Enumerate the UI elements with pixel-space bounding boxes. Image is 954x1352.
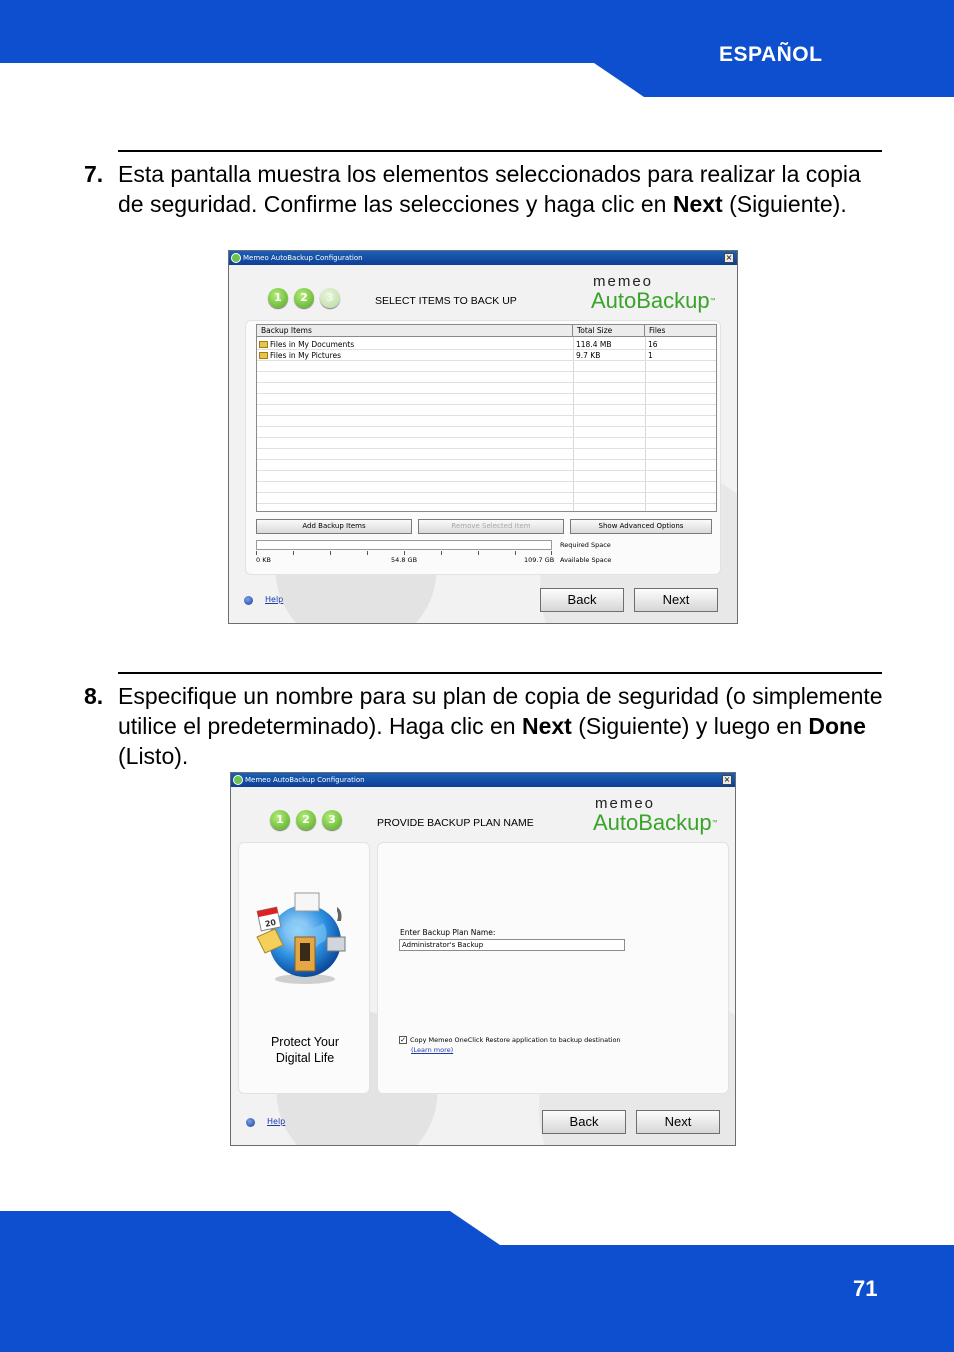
scale-tick xyxy=(515,551,516,555)
copy-restore-label: Copy Memeo OneClick Restore application to backup destination xyxy=(410,1036,621,1044)
step-2-icon: 2 xyxy=(296,810,316,830)
folder-icon xyxy=(259,352,268,359)
help-link[interactable]: Help xyxy=(265,595,284,604)
close-icon[interactable]: × xyxy=(723,775,731,784)
step-7 xyxy=(84,159,884,251)
window-titlebar: Memeo AutoBackup Configuration × xyxy=(229,251,737,265)
window-titlebar: Memeo AutoBackup Configuration × xyxy=(231,773,735,787)
row-line xyxy=(257,492,716,493)
screenshot-plan-name-window xyxy=(230,772,736,1146)
scale-tick xyxy=(330,551,331,555)
row-line xyxy=(257,393,716,394)
step-text: Esta pantalla muestra los elementos seleccionados para realizar la copia de seguridad. Confirme las selecciones y haga clic en Next (Siguiente). xyxy=(118,161,861,217)
row-line xyxy=(257,371,716,372)
row-line xyxy=(257,404,716,405)
remove-selected-item-button[interactable]: Remove Selected Item xyxy=(418,519,564,534)
app-icon xyxy=(231,253,241,263)
row-line xyxy=(257,481,716,482)
wizard-heading: PROVIDE BACKUP PLAN NAME xyxy=(377,817,534,829)
language-label: ESPAÑOL xyxy=(719,43,823,66)
folder-icon xyxy=(259,341,268,348)
table-row[interactable]: Files in My Pictures xyxy=(259,350,341,361)
footer-band xyxy=(0,1211,954,1352)
column-header-size[interactable]: Total Size xyxy=(573,325,645,337)
row-line xyxy=(257,382,716,383)
plan-name-input[interactable]: Administrator's Backup xyxy=(399,939,625,951)
table-row[interactable]: Files in My Documents xyxy=(259,339,354,350)
copy-restore-checkbox[interactable]: ✓ xyxy=(400,1036,406,1044)
scale-tick xyxy=(478,551,479,555)
table-cell-files: 1 xyxy=(648,351,653,360)
scale-label-min: 0 KB xyxy=(256,556,271,564)
available-space-label: Available Space xyxy=(560,556,612,564)
row-line xyxy=(257,437,716,438)
scale-label-mid: 54.8 GB xyxy=(391,556,418,564)
back-button[interactable]: Back xyxy=(540,588,624,612)
step-2-icon: 2 xyxy=(294,288,314,308)
memeo-autobackup-logo: memeo AutoBackup™ xyxy=(591,273,716,313)
row-line xyxy=(257,448,716,449)
step-3-icon: 3 xyxy=(320,288,340,308)
help-link[interactable]: Help xyxy=(267,1117,286,1126)
app-icon xyxy=(233,775,243,785)
next-button[interactable]: Next xyxy=(636,1110,720,1134)
show-advanced-options-button[interactable]: Show Advanced Options xyxy=(570,519,712,534)
row-line xyxy=(257,459,716,460)
learn-more-link[interactable]: (Learn more) xyxy=(411,1046,454,1054)
step-text: Especifique un nombre para su plan de copia de seguridad (o simplemente utilice el predeterminado). Haga clic en Next (Siguiente) y luego en Done (Listo). xyxy=(118,683,883,769)
required-space-bar xyxy=(256,540,552,550)
step-3-icon: 3 xyxy=(322,810,342,830)
calendar-icon: 20 xyxy=(264,917,277,929)
table-cell-size: 9.7 KB xyxy=(576,351,601,360)
table-cell-size: 118.4 MB xyxy=(576,340,612,349)
screenshot-select-items-window xyxy=(228,250,738,624)
scale-tick xyxy=(367,551,368,555)
plan-name-label: Enter Backup Plan Name: xyxy=(400,928,496,937)
tagline: Protect Your Digital Life xyxy=(270,1035,340,1065)
table-header xyxy=(257,325,716,337)
memeo-autobackup-logo: memeo AutoBackup™ xyxy=(593,795,718,835)
scale-tick xyxy=(404,551,405,555)
step-1-icon: 1 xyxy=(268,288,288,308)
section-divider xyxy=(118,672,882,674)
column-header-files[interactable]: Files xyxy=(645,325,717,337)
column-divider xyxy=(645,337,646,511)
scale-tick xyxy=(551,551,552,555)
close-icon[interactable]: × xyxy=(725,253,733,262)
scale-tick xyxy=(256,551,257,555)
wizard-steps xyxy=(268,288,340,308)
scale-label-max: 109.7 GB xyxy=(524,556,555,564)
globe-illustration-icon xyxy=(255,891,355,986)
help-icon xyxy=(246,1118,255,1127)
page-number: 71 xyxy=(853,1276,878,1301)
column-divider xyxy=(573,337,574,511)
step-number: 8. xyxy=(84,683,104,709)
scale-tick xyxy=(293,551,294,555)
column-header-items[interactable]: Backup Items xyxy=(257,325,573,337)
add-backup-items-button[interactable]: Add Backup Items xyxy=(256,519,412,534)
back-button[interactable]: Back xyxy=(542,1110,626,1134)
step-number: 7. xyxy=(84,161,104,187)
scale-tick xyxy=(441,551,442,555)
step-1-icon: 1 xyxy=(270,810,290,830)
section-divider xyxy=(118,150,882,152)
row-line xyxy=(257,415,716,416)
help-icon xyxy=(244,596,253,605)
row-line xyxy=(257,470,716,471)
row-line xyxy=(257,426,716,427)
backup-items-table[interactable] xyxy=(256,324,717,512)
table-cell-files: 16 xyxy=(648,340,658,349)
wizard-steps xyxy=(270,810,342,830)
right-panel xyxy=(377,842,729,1094)
required-space-label: Required Space xyxy=(560,541,611,549)
row-line xyxy=(257,503,716,504)
wizard-heading: SELECT ITEMS TO BACK UP xyxy=(375,295,517,307)
step-8 xyxy=(84,681,884,773)
next-button[interactable]: Next xyxy=(634,588,718,612)
